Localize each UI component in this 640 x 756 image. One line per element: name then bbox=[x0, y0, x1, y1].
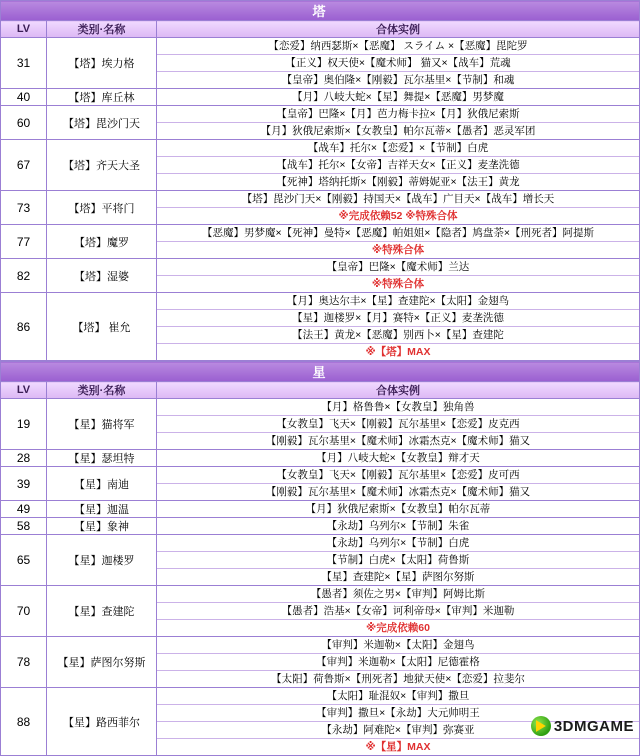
row-name: 【塔】库丘林 bbox=[47, 89, 157, 106]
row-level: 73 bbox=[1, 191, 47, 225]
recipe-line: 【月】八岐大蛇×【女教皇】辩才天 bbox=[316, 452, 480, 464]
row-level: 40 bbox=[1, 89, 47, 106]
recipe-line: 【太阳】耻混奴×【审判】撒旦 bbox=[157, 688, 639, 705]
recipe-line: 【星】迦楼罗×【月】赛特×【正义】麦垄洗德 bbox=[157, 310, 639, 327]
row-recipes bbox=[157, 259, 640, 293]
recipe-line: 【法王】黄龙×【恶魔】别西卜×【星】查建陀 bbox=[157, 327, 639, 344]
recipe-line: ※完成依赖60 bbox=[366, 622, 430, 634]
section-table bbox=[0, 361, 640, 756]
row-name: 【塔】埃力格 bbox=[47, 38, 157, 89]
recipe-line: ※【塔】MAX bbox=[365, 346, 431, 358]
recipe-line: 【审判】米迦勒×【太阳】金翅鸟 bbox=[157, 637, 639, 654]
recipe-line: 【愚者】浩基×【女帝】诃利帝母×【审判】米迦勒 bbox=[157, 603, 639, 620]
table-row bbox=[1, 89, 640, 106]
table-row bbox=[1, 586, 640, 637]
table-row bbox=[1, 38, 640, 89]
row-level: 78 bbox=[1, 637, 47, 688]
recipe-line: 【永劫】乌列尔×【节制】白虎 bbox=[157, 535, 639, 552]
recipe-line: 【战车】托尔×【恋爱】×【节制】白虎 bbox=[157, 140, 639, 157]
row-name: 【星】萨图尔努斯 bbox=[47, 637, 157, 688]
row-recipes bbox=[157, 399, 640, 450]
row-recipes bbox=[157, 450, 640, 467]
recipe-line: 【月】狄俄尼索斯×【女教皇】帕尔瓦蒂 bbox=[305, 503, 491, 515]
row-recipes bbox=[157, 293, 640, 361]
row-name: 【星】瑟坦特 bbox=[47, 450, 157, 467]
row-name: 【塔】魔罗 bbox=[47, 225, 157, 259]
table-row bbox=[1, 637, 640, 688]
row-level: 67 bbox=[1, 140, 47, 191]
row-level: 49 bbox=[1, 501, 47, 518]
watermark bbox=[531, 716, 634, 736]
row-recipes bbox=[157, 518, 640, 535]
row-name: 【星】路西菲尔 bbox=[47, 688, 157, 756]
watermark-text: 3DMGAME bbox=[553, 717, 634, 735]
row-name: 【星】象神 bbox=[47, 518, 157, 535]
header-row bbox=[1, 382, 640, 399]
section-title: 塔 bbox=[1, 1, 640, 21]
recipe-line: 【星】查建陀×【星】萨图尔努斯 bbox=[321, 571, 475, 583]
recipe-line: 【皇帝】奥伯隆×【刚毅】瓦尔基里×【节制】和魂 bbox=[281, 74, 515, 86]
table-row bbox=[1, 259, 640, 293]
recipe-line: 【审判】米迦勒×【太阳】尼德霍格 bbox=[157, 654, 639, 671]
table-row bbox=[1, 450, 640, 467]
row-name: 【星】迦楼罗 bbox=[47, 535, 157, 586]
table-row bbox=[1, 501, 640, 518]
row-level: 31 bbox=[1, 38, 47, 89]
row-recipes bbox=[157, 535, 640, 586]
row-recipes bbox=[157, 637, 640, 688]
table-row bbox=[1, 106, 640, 140]
row-level: 88 bbox=[1, 688, 47, 756]
row-recipes bbox=[157, 140, 640, 191]
table-row bbox=[1, 191, 640, 225]
recipe-line: 【刚毅】瓦尔基里×【魔术师】冰霜杰克×【魔术师】猫又 bbox=[265, 435, 531, 447]
recipe-line: 【永劫】阿难陀×【审判】弥赛亚 bbox=[157, 722, 639, 739]
header-recipe: 合体实例 bbox=[157, 382, 640, 399]
row-recipes bbox=[157, 501, 640, 518]
watermark-logo-icon bbox=[531, 716, 551, 736]
section-title-row bbox=[1, 1, 640, 21]
header-lv: LV bbox=[1, 21, 47, 38]
row-name: 【塔】毘沙门天 bbox=[47, 106, 157, 140]
recipe-line: 【刚毅】瓦尔基里×【魔术师】冰霜杰克×【魔术师】猫又 bbox=[265, 486, 531, 498]
row-level: 77 bbox=[1, 225, 47, 259]
table-row bbox=[1, 293, 640, 361]
recipe-line: 【恶魔】男梦魔×【死神】曼特×【恶魔】帕姐姐×【隐者】鸠盘荼×【刑死者】阿提斯 bbox=[157, 225, 639, 242]
recipe-line: 【正义】权天使×【魔术师】 猫又×【战车】荒魂 bbox=[157, 55, 639, 72]
row-level: 28 bbox=[1, 450, 47, 467]
table-row bbox=[1, 225, 640, 259]
row-level: 65 bbox=[1, 535, 47, 586]
row-name: 【塔】湿婆 bbox=[47, 259, 157, 293]
table-row bbox=[1, 140, 640, 191]
header-lv: LV bbox=[1, 382, 47, 399]
recipe-line: 【死神】塔纳托斯×【刚毅】蒂姆妮亚×【法王】黄龙 bbox=[276, 176, 520, 188]
recipe-line: 【永劫】乌列尔×【节制】朱雀 bbox=[326, 520, 470, 532]
recipe-line: 【月】狄俄尼索斯×【女教皇】帕尔瓦蒂×【愚者】恶灵军团 bbox=[260, 125, 536, 137]
recipe-line: 【塔】毘沙门天×【刚毅】持国天×【战车】广目天×【战车】增长天 bbox=[157, 191, 639, 208]
recipe-line: 【皇帝】巴隆×【魔术师】兰达 bbox=[157, 259, 639, 276]
recipe-line: 【战车】托尔×【女帝】吉祥天女×【正义】麦垄洗德 bbox=[157, 157, 639, 174]
header-row bbox=[1, 21, 640, 38]
row-recipes bbox=[157, 586, 640, 637]
table-row bbox=[1, 399, 640, 450]
section-title: 星 bbox=[1, 362, 640, 382]
table-row bbox=[1, 535, 640, 586]
row-level: 58 bbox=[1, 518, 47, 535]
header-recipe: 合体实例 bbox=[157, 21, 640, 38]
row-level: 60 bbox=[1, 106, 47, 140]
recipe-line: 【月】格鲁鲁×【女教皇】独角兽 bbox=[157, 399, 639, 416]
recipe-line: 【愚者】须佐之男×【审判】阿姆比斯 bbox=[157, 586, 639, 603]
row-level: 82 bbox=[1, 259, 47, 293]
row-name: 【星】南迪 bbox=[47, 467, 157, 501]
recipe-line: ※【星】MAX bbox=[365, 741, 431, 753]
section-table bbox=[0, 0, 640, 361]
row-recipes bbox=[157, 89, 640, 106]
row-recipes bbox=[157, 38, 640, 89]
recipe-line: ※完成依赖52 ※特殊合体 bbox=[338, 210, 458, 222]
header-name: 类别·名称 bbox=[47, 21, 157, 38]
section-title-row bbox=[1, 362, 640, 382]
row-recipes bbox=[157, 225, 640, 259]
recipe-line: 【月】八岐大蛇×【星】舞提×【恶魔】男梦魔 bbox=[292, 91, 504, 103]
row-level: 19 bbox=[1, 399, 47, 450]
recipe-line: 【女教皇】飞天×【刚毅】瓦尔基里×【恋爱】皮克西 bbox=[157, 416, 639, 433]
row-name: 【塔】 崔允 bbox=[47, 293, 157, 361]
recipe-line: 【审判】撒旦×【永劫】大元帅明王 bbox=[157, 705, 639, 722]
row-recipes bbox=[157, 467, 640, 501]
row-level: 39 bbox=[1, 467, 47, 501]
recipe-line: 【皇帝】巴隆×【月】芭力梅卡拉×【月】狄俄尼索斯 bbox=[157, 106, 639, 123]
row-name: 【星】迦温 bbox=[47, 501, 157, 518]
recipe-line: ※特殊合体 bbox=[371, 244, 425, 256]
row-name: 【塔】齐天大圣 bbox=[47, 140, 157, 191]
table-row bbox=[1, 518, 640, 535]
recipe-line: ※特殊合体 bbox=[371, 278, 425, 290]
table-row bbox=[1, 467, 640, 501]
row-recipes bbox=[157, 191, 640, 225]
recipe-line: 【恋爱】纳西瑟斯×【恶魔】 スライム ×【恶魔】毘陀罗 bbox=[157, 38, 639, 55]
header-name: 类别·名称 bbox=[47, 382, 157, 399]
row-name: 【星】猫将军 bbox=[47, 399, 157, 450]
recipe-line: 【太阳】荷鲁斯×【刑死者】地狱天使×【恋爱】拉斐尔 bbox=[271, 673, 525, 685]
recipe-line: 【月】奥达尔丰×【星】查建陀×【太阳】金翅鸟 bbox=[157, 293, 639, 310]
row-name: 【塔】平将门 bbox=[47, 191, 157, 225]
row-name: 【星】查建陀 bbox=[47, 586, 157, 637]
row-level: 86 bbox=[1, 293, 47, 361]
row-recipes bbox=[157, 106, 640, 140]
recipe-line: 【女教皇】飞天×【刚毅】瓦尔基里×【恋爱】皮可西 bbox=[157, 467, 639, 484]
row-level: 70 bbox=[1, 586, 47, 637]
recipe-line: 【节制】白虎×【太阳】荷鲁斯 bbox=[157, 552, 639, 569]
